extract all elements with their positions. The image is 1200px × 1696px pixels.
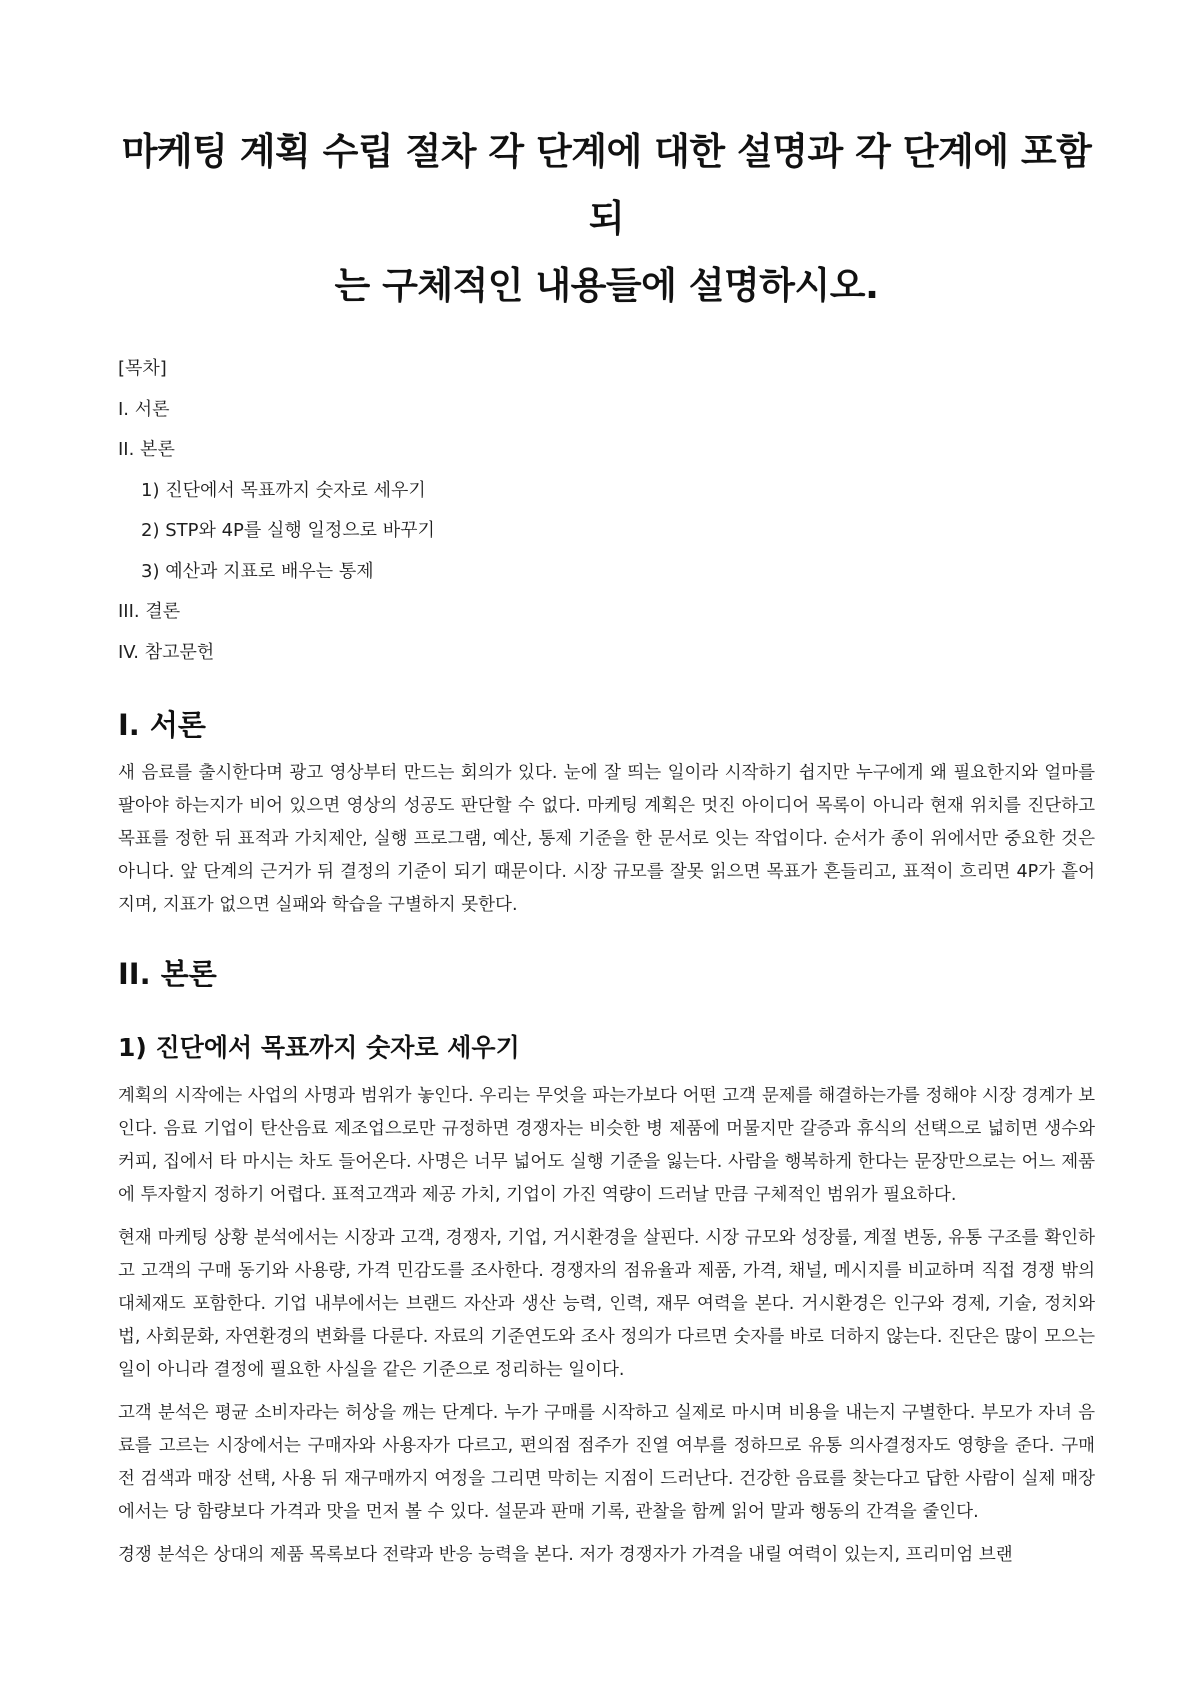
toc-item-body-section-2: 2) STP와 4P를 실행 일정으로 바꾸기 — [141, 520, 435, 541]
body-section-1-paragraph: 현재 마케팅 상황 분석에서는 시장과 고객, 경쟁자, 기업, 거시환경을 살핀다. 시장 규모와 성장률, 계절 변동, 유통 구조를 확인하고 고객의 구매 동기와 사용량, 가격 민감도를 조사한다. 경쟁자의 점유율과 제품, 가격, 채널, 메시지를 비교하며 직접 경쟁 밖의 대체재도 포함한다. 기업 내부에서는 브랜드 자산과 생산 능력, 인력, 재무 여력을 본다. 거시환경은 인구와 경제, 기술, 정치와 법, 사회문화, 자연환경의 변화를 다룬다. 자료의 기준연도와 조사 정의가 다르면 숫자를 바로 더하지 않는다. 진단은 많이 모으는 일이 아니라 결정에 필요한 사실을 같은 기준으로 정리하는 일이다. — [118, 1228, 1095, 1380]
toc-item-conclusion: III. 결론 — [118, 601, 181, 622]
toc-item-references: IV. 참고문헌 — [118, 641, 215, 663]
toc-item-body: II. 본론 — [118, 439, 175, 460]
toc-heading: [목차] — [118, 358, 167, 379]
body-section-1-heading: 1) 진단에서 목표까지 숫자로 세우기 — [118, 1033, 520, 1062]
body-heading: II. 본론 — [118, 957, 217, 991]
document-title-line-1: 마케팅 계획 수립 절차 각 단계에 대한 설명과 각 단계에 포함되 — [121, 130, 1092, 240]
introduction-heading: I. 서론 — [118, 708, 206, 742]
table-of-contents — [118, 349, 1095, 673]
document-title-line-2: 는 구체적인 내용들에 설명하시오. — [334, 264, 879, 307]
toc-item-body-section-3: 3) 예산과 지표로 배우는 통제 — [141, 560, 374, 582]
document-title — [118, 118, 1095, 319]
body-section-1-paragraph: 고객 분석은 평균 소비자라는 허상을 깨는 단계다. 누가 구매를 시작하고 실제로 마시며 비용을 내는지 구별한다. 부모가 자녀 음료를 고르는 시장에서는 구매자와 사용자가 다르고, 편의점 점주가 진열 여부를 정하므로 유통 의사결정자도 영향을 준다. 구매 전 검색과 매장 선택, 사용 뒤 재구매까지 여정을 그리면 막히는 지점이 드러난다. 건강한 음료를 찾는다고 답한 사람이 실제 매장에서는 당 함량보다 가격과 맛을 먼저 볼 수 있다. 설문과 판매 기록, 관찰을 함께 읽어 말과 행동의 간격을 줄인다. — [118, 1403, 1095, 1522]
toc-item-introduction: I. 서론 — [118, 398, 170, 420]
toc-item-body-section-1: 1) 진단에서 목표까지 숫자로 세우기 — [141, 479, 426, 501]
body-section-1-paragraph: 경쟁 분석은 상대의 제품 목록보다 전략과 반응 능력을 본다. 저가 경쟁자가 가격을 내릴 여력이 있는지, 프리미엄 브랜 — [118, 1545, 1013, 1565]
introduction-paragraph: 새 음료를 출시한다며 광고 영상부터 만드는 회의가 있다. 눈에 잘 띄는 일이라 시작하기 쉽지만 누구에게 왜 필요한지와 얼마를 팔아야 하는지가 비어 있으면 영상의 성공도 판단할 수 없다. 마케팅 계획은 멋진 아이디어 목록이 아니라 현재 위치를 진단하고 목표를 정한 뒤 표적과 가치제안, 실행 프로그램, 예산, 통제 기준을 한 문서로 잇는 작업이다. 순서가 종이 위에서만 중요한 것은 아니다. 앞 단계의 근거가 뒤 결정의 기준이 되기 때문이다. 시장 규모를 잘못 읽으면 목표가 흔들리고, 표적이 흐리면 4P가 흩어지며, 지표가 없으면 실패와 학습을 구별하지 못한다. — [118, 763, 1095, 915]
body-section-1-paragraph: 계획의 시작에는 사업의 사명과 범위가 놓인다. 우리는 무엇을 파는가보다 어떤 고객 문제를 해결하는가를 정해야 시장 경계가 보인다. 음료 기업이 탄산음료 제조업으로만 규정하면 경쟁자는 비슷한 병 제품에 머물지만 갈증과 휴식의 선택으로 넓히면 생수와 커피, 집에서 타 마시는 차도 들어온다. 사명은 너무 넓어도 실행 기준을 잃는다. 사람을 행복하게 한다는 문장만으로는 어느 제품에 투자할지 정하기 어렵다. 표적고객과 제공 가치, 기업이 가진 역량이 드러날 만큼 구체적인 범위가 필요하다. — [118, 1086, 1095, 1205]
